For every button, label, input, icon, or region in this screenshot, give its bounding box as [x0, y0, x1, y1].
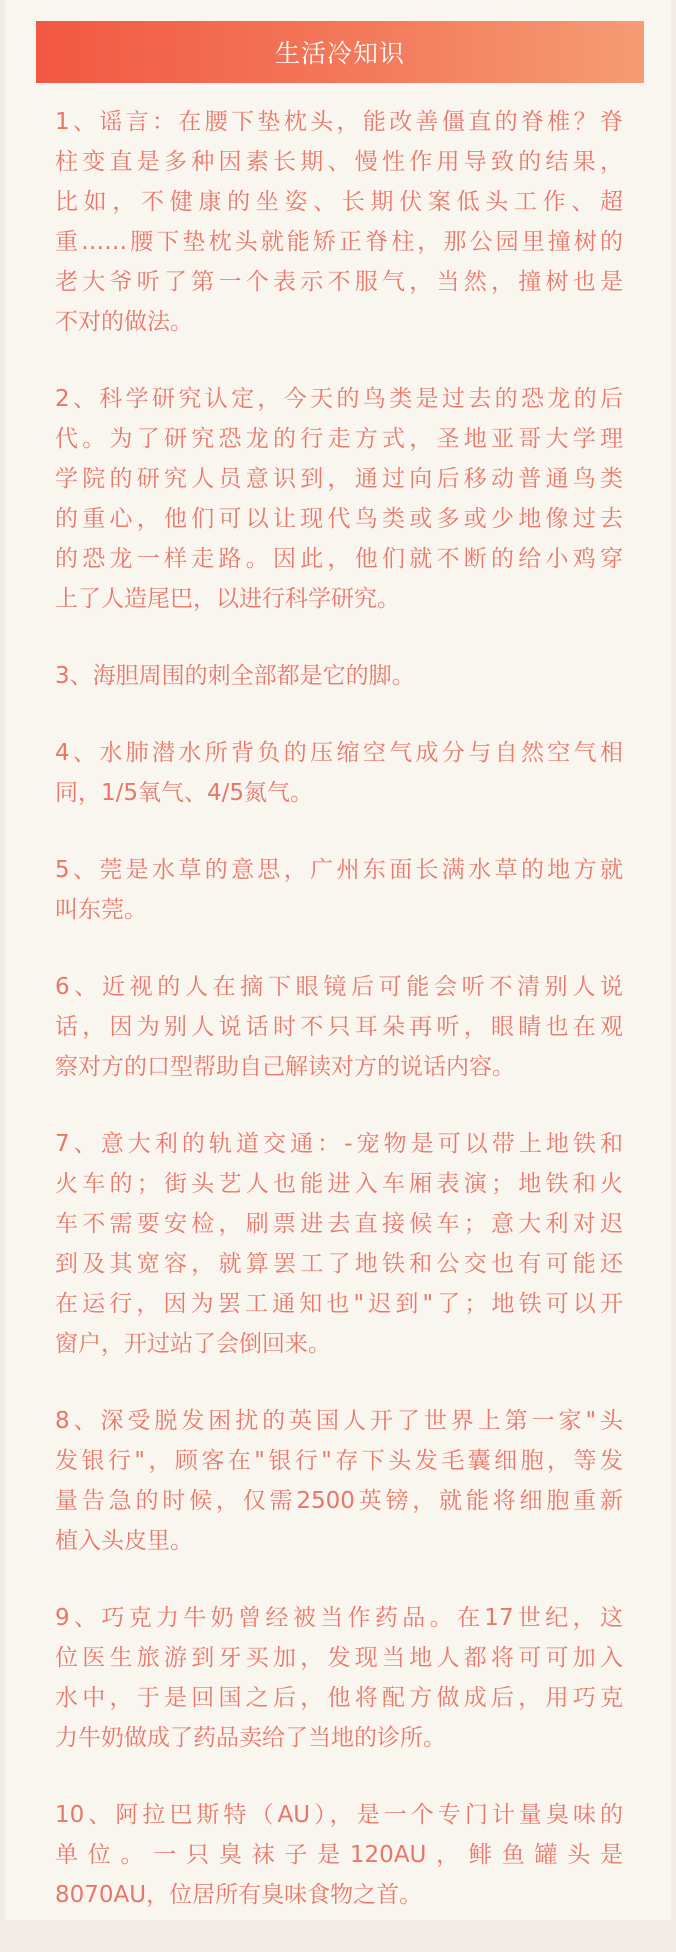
trivia-text-line: 7、意大利的轨道交通：-宠物是可以带上地铁和: [55, 1131, 623, 1157]
trivia-text-line: 5、莞是水草的意思，广州东面长满水草的地方就: [55, 857, 623, 883]
trivia-item-5: [55, 850, 623, 930]
trivia-text-line: 植入头皮里。: [55, 1528, 193, 1554]
trivia-text-line: 老大爷听了第一个表示不服气，当然，撞树也是: [55, 269, 623, 295]
trivia-text-line: 代。为了研究恐龙的行走方式，圣地亚哥大学理: [55, 426, 623, 452]
trivia-text-line: 水中，于是回国之后，他将配方做成后，用巧克: [55, 1685, 623, 1711]
trivia-item-2: [55, 379, 623, 619]
trivia-text-line: 9、巧克力牛奶曾经被当作药品。在17世纪，这: [55, 1605, 623, 1631]
trivia-text-line: 的恐龙一样走路。因此，他们就不断的给小鸡穿: [55, 546, 623, 572]
trivia-text-line: 到及其宽容，就算罢工了地铁和公交也有可能还: [55, 1251, 623, 1277]
trivia-text-line: 1、谣言：在腰下垫枕头，能改善僵直的脊椎？脊: [55, 109, 623, 135]
trivia-text-line: 在运行，因为罢工通知也"迟到"了；地铁可以开: [55, 1291, 623, 1317]
trivia-text-line: 发银行"，顾客在"银行"存下头发毛囊细胞，等发: [55, 1448, 623, 1474]
trivia-text-line: 单位。一只臭袜子是120AU，鲱鱼罐头是: [55, 1842, 623, 1868]
trivia-text-line: 8070AU，位居所有臭味食物之首。: [55, 1882, 423, 1908]
trivia-text-line: 4、水肺潜水所背负的压缩空气成分与自然空气相: [55, 740, 623, 766]
trivia-text-line: 3、海胆周围的刺全部都是它的脚。: [55, 663, 415, 689]
trivia-item-9: [55, 1598, 623, 1758]
trivia-text-line: 2、科学研究认定，今天的鸟类是过去的恐龙的后: [55, 386, 623, 412]
trivia-text-line: 量告急的时候，仅需2500英镑，就能将细胞重新: [55, 1488, 623, 1514]
trivia-text-line: 重……腰下垫枕头就能矫正脊柱，那公园里撞树的: [55, 229, 623, 255]
trivia-text-line: 力牛奶做成了药品卖给了当地的诊所。: [55, 1725, 446, 1751]
trivia-text-line: 叫东莞。: [55, 897, 147, 923]
trivia-text-line: 车不需要安检，刷票进去直接候车；意大利对迟: [55, 1211, 623, 1237]
trivia-item-10: [55, 1795, 623, 1915]
trivia-item-6: [55, 967, 623, 1087]
trivia-text-line: 窗户，开过站了会倒回来。: [55, 1331, 331, 1357]
trivia-text-line: 上了人造尾巴，以进行科学研究。: [55, 586, 400, 612]
trivia-text-line: 6、近视的人在摘下眼镜后可能会听不清别人说: [55, 974, 623, 1000]
trivia-item-8: [55, 1401, 623, 1561]
trivia-text-line: 火车的；街头艺人也能进入车厢表演；地铁和火: [55, 1171, 623, 1197]
trivia-text-line: 8、深受脱发困扰的英国人开了世界上第一家"头: [55, 1408, 623, 1434]
trivia-text-line: 的重心，他们可以让现代鸟类或多或少地像过去: [55, 506, 623, 532]
trivia-item-1: [55, 102, 623, 342]
trivia-item-4: [55, 733, 623, 813]
trivia-item-3: [55, 656, 623, 696]
trivia-item-7: [55, 1124, 623, 1364]
trivia-text-line: 学院的研究人员意识到，通过向后移动普通鸟类: [55, 466, 623, 492]
trivia-text-line: 位医生旅游到牙买加，发现当地人都将可可加入: [55, 1645, 623, 1671]
trivia-text-line: 察对方的口型帮助自己解读对方的说话内容。: [55, 1054, 515, 1080]
trivia-text-line: 不对的做法。: [55, 309, 193, 335]
trivia-text-line: 比如，不健康的坐姿、长期伏案低头工作、超: [55, 189, 623, 215]
article-page: [5, 0, 671, 1920]
trivia-text-line: 10、阿拉巴斯特（AU），是一个专门计量臭味的: [55, 1802, 623, 1828]
trivia-list: [55, 102, 623, 1952]
trivia-text-line: 话，因为别人说话时不只耳朵再听，眼睛也在观: [55, 1014, 623, 1040]
section-title: 生活冷知识: [274, 39, 405, 68]
section-header-banner: [36, 21, 644, 83]
trivia-text-line: 同，1/5氧气、4/5氮气。: [55, 780, 314, 806]
trivia-text-line: 柱变直是多种因素长期、慢性作用导致的结果，: [55, 149, 623, 175]
